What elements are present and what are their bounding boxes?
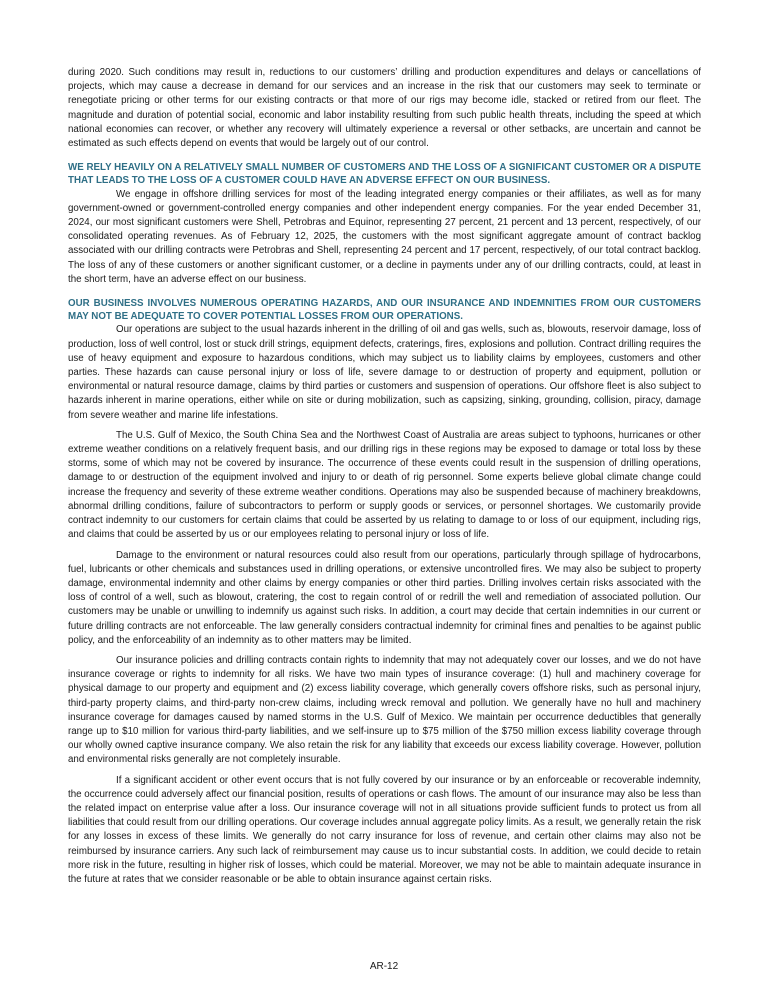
paragraph-customers: We engage in offshore drilling services for most of the leading integrated energy companies or their affiliates, as well as for many government-owned or government-controlled energy companies and other independent energy companies. For the year ended December 31, 2024, our most significant customers were Shell, Petrobras and Equinor, representing 27 percent, 21 percent and 13 percent, respectively, of our consolidated operating revenues. As of February 12, 2025, the customers with the most significant aggregate amount of contract backlog associated with our drilling contracts were Petrobras and Shell, representing 24 percent and 17 percent, respectively, of our total contract backlog. The loss of any of these customers or another significant customer, or a decline in payments under any of our drilling contracts, could, at least in the short term, have an adverse effect on our business. (68, 188, 701, 285)
paragraph-environmental-damage: Damage to the environment or natural resources could also result from our operations, particularly through spillage of hydrocarbons, fuel, lubricants or other chemicals and substances used in drilling operations, or extensive uncontrolled fires. We may also be subject to property damage, environmental indemnity and other claims by energy companies or other third parties. Drilling involves certain risks associated with the loss of control of a well, such as blowout, cratering, the cost to regain control of or redrill the well and remediation of associated pollution. Our customers may be unable or unwilling to indemnify us against such risks. In addition, a court may decide that certain indemnities in our current or future drilling contracts are not enforceable. The law generally considers contractual indemnity for criminal fines and penalties to be against public policy, and the enforceability of an indemnity as to other matters may be limited. (68, 549, 701, 646)
paragraph-significant-accident: If a significant accident or other event occurs that is not fully covered by our insurance or by an enforceable or recoverable indemnity, the occurrence could adversely affect our financial position, results of operations or cash flows. The amount of our insurance may also be less than the related impact on enterprise value after a loss. Our insurance coverage will not in all situations provide sufficient funds to protect us from all liabilities that could result from our drilling operations. Our coverage includes annual aggregate policy limits. As a result, we generally retain the risk for any losses in excess of these limits. We generally do not carry insurance for loss of revenue, and certain other claims may also not be reimbursed by insurance carriers. Any such lack of reimbursement may cause us to incur substantial costs. In addition, we could decide to retain more risk in the future, resulting in higher risk of losses, which could be material. Moreover, we may not be able to maintain adequate insurance in the future at rates that we consider reasonable or be able to obtain insurance against certain risks. (68, 774, 701, 885)
paragraph-operating-hazards: Our operations are subject to the usual hazards inherent in the drilling of oil and gas wells, such as, blowouts, reservoir damage, loss of production, loss of well control, lost or stuck drill strings, equipment defects, craterings, fires, explosions and pollution. Contract drilling requires the use of heavy equipment and exposure to hazardous conditions, which may subject us to liability claims by employees, customers and other parties. These hazards can cause personal injury or loss of life, severe damage to or destruction of property and equipment, pollution or environmental or natural resource damage, claims by third parties or customers and suspension of operations. Our offshore fleet is also subject to hazards inherent in marine operations, either while on site or during mobilization, such as capsizing, sinking, grounding, collision, piracy, damage from severe weather and marine life infestations. (68, 324, 701, 421)
document-page (68, 66, 701, 887)
section-heading-operating-hazards: OUR BUSINESS INVOLVES NUMEROUS OPERATING HAZARDS, AND OUR INSURANCE AND INDEMNITIES FROM OUR CUSTOMERS MAY NOT BE ADEQUATE TO COVER POTENTIAL LOSSES FROM OUR OPERATIONS. (68, 298, 701, 323)
intro-paragraph: during 2020. Such conditions may result in, reductions to our customers’ drilling and production expenditures and delays or cancellations of projects, which may cause a decrease in demand for our services and an increase in the risk that our customers may seek to terminate or renegotiate pricing or other terms for our existing contracts or that more of our rigs may become idle, stacked or retired from our fleet. The magnitude and duration of potential social, economic and labor instability resulting from such public health threats, including the speed at which national economies can recover, or whether any recovery will ultimately experience a reversal or other setbacks, are uncertain and cannot be estimated as such effects depend on events that would be largely out of our control. (68, 67, 701, 150)
section-heading-customers: WE RELY HEAVILY ON A RELATIVELY SMALL NUMBER OF CUSTOMERS AND THE LOSS OF A SIGNIFICANT CUSTOMER OR A DISPUTE THAT LEADS TO THE LOSS OF A CUSTOMER COULD HAVE AN ADVERSE EFFECT ON OUR BUSINESS. (68, 162, 701, 187)
paragraph-insurance-policies: Our insurance policies and drilling contracts contain rights to indemnity that may not adequately cover our losses, and we do not have insurance coverage or rights to indemnity for all risks. We have two main types of insurance coverage: (1) hull and machinery coverage for physical damage to our property and equipment and (2) excess liability coverage, which generally covers offshore risks, such as personal injury, third-party property claims, and third-party non-crew claims, including wreck removal and pollution. We generally have no hull and machinery insurance coverage for damages caused by named storms in the U.S. Gulf of Mexico. We maintain per occurrence deductibles that generally range up to $10 million for various third-party liabilities, and we self-insure up to $75 million of the $750 million excess liability coverage through our wholly owned captive insurance company. We also retain the risk for any liability that exceeds our excess liability coverage. However, pollution and environmental risks generally are not completely insurable. (68, 654, 701, 766)
page-number: AR-12 (369, 961, 399, 972)
paragraph-weather-risks: The U.S. Gulf of Mexico, the South China Sea and the Northwest Coast of Australia are areas subject to typhoons, hurricanes or other extreme weather conditions on a relatively frequent basis, and our drilling rigs in these regions may be exposed to damage or total loss by these storms, some of which may not be covered by insurance. The occurrence of these events could result in the suspension of drilling operations, damage to or destruction of the equipment involved and injury to or death of rig personnel. Some experts believe global climate change could increase the frequency and severity of these extreme weather conditions. Operations may also be suspended because of machinery breakdowns, abnormal drilling conditions, failure of subcontractors to perform or supply goods or services, or personnel shortages. We customarily provide contract indemnity to our customers for certain claims that could be asserted by us relating to damage to or loss of our equipment, including rigs, and claims that could be asserted by us or our employees relating to personal injury or loss of life. (68, 429, 701, 541)
